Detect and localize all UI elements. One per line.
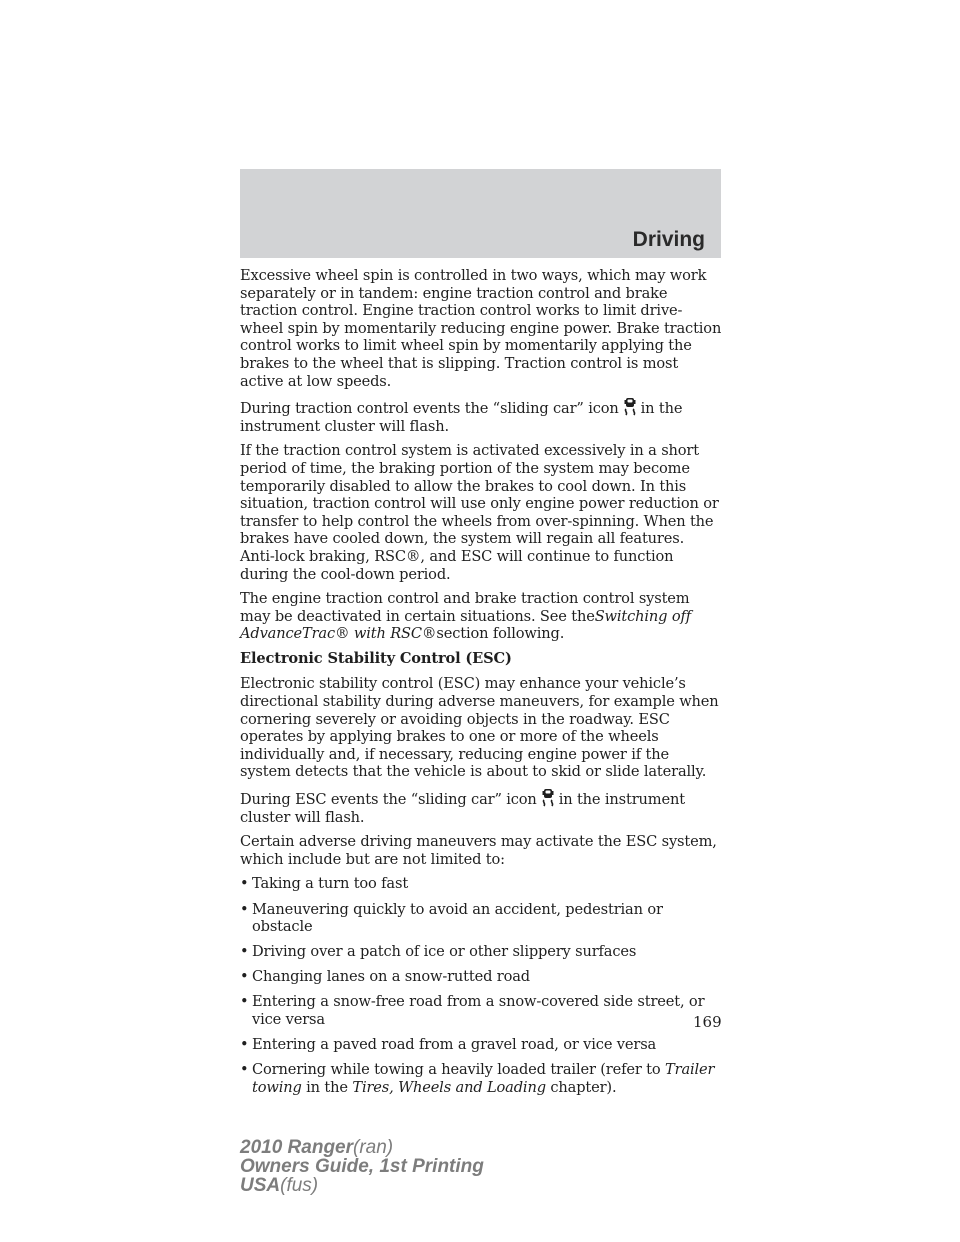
bullet-icon: •	[240, 993, 249, 1011]
sliding-car-icon	[539, 788, 557, 808]
paragraph-deactivation	[240, 590, 722, 643]
list-item: • Taking a turn too fast	[240, 875, 409, 893]
paragraph-text: section following.	[436, 625, 565, 643]
list-item: • Changing lanes on a snow-rutted road	[240, 968, 530, 986]
paragraph-wheel-spin: Excessive wheel spin is controlled in two ways, which may work separately or in tandem: engine traction control and brake traction control. Engine traction control works to limit drive-wheel spin by momentarily reducing engine power. Brake traction control works to limit wheel spin by momentarily applying the brakes to the wheel that is slipping. Traction control is most active at low speeds.	[240, 267, 722, 390]
list-item: • Cornering while towing a heavily loaded trailer (refer to Trailer towing in the Tires, Wheels and Loading chapter).	[240, 1061, 715, 1096]
paragraph-text: in the instrument cluster will flash.	[240, 791, 685, 826]
paragraph-text: The engine traction control and brake traction control system may be deactivated in certain situations. See the	[240, 590, 690, 625]
paragraph-traction-icon	[240, 397, 722, 435]
paragraph-text: During ESC events the “sliding car” icon	[240, 791, 537, 809]
cross-reference-tires-chapter: Tires, Wheels and Loading	[352, 1078, 546, 1096]
bullet-icon: •	[240, 1061, 249, 1079]
section-title: Driving	[632, 228, 705, 251]
paragraph-maneuvers-intro: Certain adverse driving maneuvers may activate the ESC system, which include but are not limited to:	[240, 833, 717, 868]
bullet-icon: •	[240, 875, 249, 893]
paragraph-esc-description: Electronic stability control (ESC) may enhance your vehicle’s directional stability during adverse maneuvers, for example when cornering severely or avoiding objects in the roadway. ESC operates by applying brakes to one or more of the wheels individually and, if necessary, reducing engine power if the system detects that the vehicle is about to skid or slide laterally.	[240, 675, 719, 781]
paragraph-text: in the instrument cluster will flash.	[240, 400, 683, 435]
footer-imprint	[240, 1138, 484, 1195]
list-item: • Entering a paved road from a gravel road, or vice versa	[240, 1036, 657, 1054]
paragraph-text: During traction control events the “sliding car” icon	[240, 400, 619, 418]
cross-reference-trailer-towing: Trailer towing	[252, 1061, 715, 1096]
bullet-icon: •	[240, 968, 249, 986]
footer-line-model: 2010 Ranger(ran)	[240, 1137, 394, 1158]
page-number: 169	[693, 1013, 722, 1031]
esc-heading: Electronic Stability Control (ESC)	[240, 649, 512, 667]
bullet-icon: •	[240, 943, 249, 961]
bullet-icon: •	[240, 1036, 249, 1054]
bullet-icon: •	[240, 900, 249, 918]
list-item: • Maneuvering quickly to avoid an accident, pedestrian or obstacle	[240, 900, 663, 936]
sliding-car-icon	[621, 397, 639, 417]
paragraph-excessive-activation: If the traction control system is activated excessively in a short period of time, the braking portion of the system may become temporarily disabled to allow the brakes to cool down. In this situation, traction control will use only engine power reduction or transfer to help control the wheels from over-spinning. When the brakes have cooled down, the system will regain all features. Anti-lock braking, RSC®, and ESC will continue to function during the cool-down period.	[240, 442, 719, 583]
maneuver-list	[240, 875, 722, 1096]
paragraph-esc-icon	[240, 788, 722, 826]
list-item: • Driving over a patch of ice or other slippery surfaces	[240, 943, 637, 961]
cross-reference-advancetrac: Switching off AdvanceTrac® with RSC®	[240, 607, 691, 643]
page-content	[240, 267, 722, 1104]
list-item: • Entering a snow-free road from a snow-covered side street, or vice versa	[240, 993, 705, 1028]
footer-line-printing: Owners Guide, 1st Printing	[240, 1156, 484, 1177]
section-header-band	[240, 169, 721, 258]
footer-line-market: USA(fus)	[240, 1175, 319, 1196]
